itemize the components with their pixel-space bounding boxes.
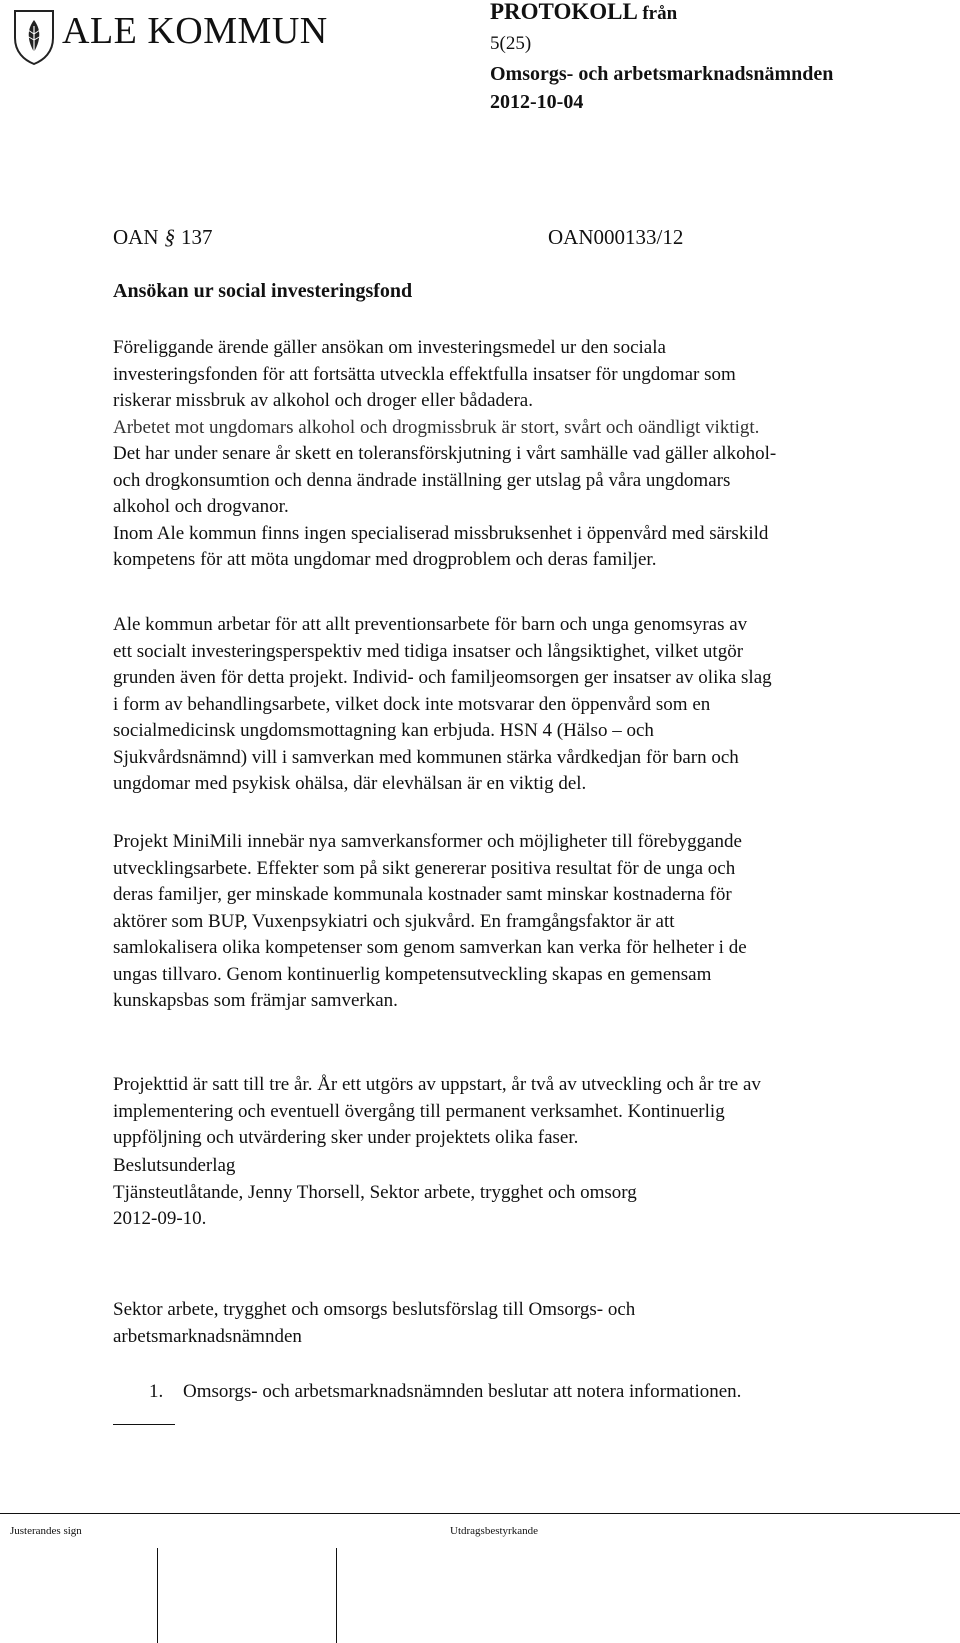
text-line: aktörer som BUP, Vuxenpsykiatri och sjukvård. En framgångsfaktor är att	[113, 910, 675, 932]
text-line: investeringsfonden för att fortsätta utveckla effektfulla insatser för ungdomar som	[113, 363, 736, 385]
municipality-crest-icon	[12, 8, 56, 66]
paragraph-timeline	[113, 1072, 923, 1152]
list-number: 1.	[149, 1381, 164, 1402]
case-prefix: OAN	[113, 225, 159, 249]
text-line: i form av behandlingsarbete, vilket dock inte motsvarar den öppenvård som en	[113, 693, 711, 715]
text-line: riskerar missbruk av alkohol och droger eller bådadera.	[113, 390, 533, 411]
text-line: grunden även för detta projekt. Individ- och familjeomsorgen ger insatser av olika slag	[113, 667, 772, 688]
proposal-list-item	[149, 1381, 929, 1403]
signature-box-divider	[336, 1548, 337, 1643]
text-line: samlokalisera olika kompetenser som genom samverkan kan verka för helheter i de	[113, 937, 747, 958]
paragraph-project	[113, 829, 923, 1015]
text-line: deras familjer, ger minskade kommunala kostnader samt minskar kostnaderna för	[113, 884, 732, 905]
case-number: 137	[181, 225, 213, 249]
section-end-rule	[113, 1424, 175, 1425]
text-line: Det har under senare år skett en toleransförskjutning i vårt samhälle vad gäller alkohol-	[113, 443, 777, 464]
text-line: ett socialt investeringsperspektiv med tidiga insatser och långsiktighet, vilket utgör	[113, 640, 744, 662]
text-line: 2012-09-10.	[113, 1208, 207, 1229]
case-section	[113, 225, 213, 250]
text-line: utvecklingsarbete. Effekter som på sikt genererar positiva resultat för de unga och	[113, 857, 736, 879]
text-line: Tjänsteutlåtande, Jenny Thorsell, Sektor arbete, trygghet och omsorg	[113, 1181, 637, 1203]
text-line: implementering och eventuell övergång till permanent verksamhet. Kontinuerlig	[113, 1100, 725, 1122]
section-sign: §	[164, 225, 175, 249]
meeting-date: 2012-10-04	[490, 91, 584, 113]
text-line: kompetens för att möta ungdomar med drogproblem och deras familjer.	[113, 549, 657, 570]
text-line: Arbetet mot ungdomars alkohol och drogmissbruk är stort, svårt och oändligt viktigt.	[113, 416, 760, 438]
case-heading: Ansökan ur social investeringsfond	[113, 280, 413, 302]
footer-divider	[0, 1513, 960, 1514]
text-line: ungdomar med psykisk ohälsa, där elevhälsan är en viktig del.	[113, 773, 587, 794]
text-line: Projekttid är satt till tre år. År ett utgörs av uppstart, år två av utveckling och år tre av	[113, 1074, 761, 1095]
text-line: alkohol och drogvanor.	[113, 496, 289, 517]
text-line: kunskapsbas som främjar samverkan.	[113, 990, 398, 1011]
text-line: Sektor arbete, trygghet och omsorgs beslutsförslag till Omsorgs- och	[113, 1299, 636, 1320]
text-line: uppföljning och utvärdering sker under projektets olika faser.	[113, 1127, 579, 1148]
text-line: Beslutsunderlag	[113, 1155, 236, 1176]
text-line: Föreliggande ärende gäller ansökan om investeringsmedel ur den sociala	[113, 337, 666, 358]
page-number: 5(25)	[490, 33, 532, 54]
signature-box-divider	[157, 1548, 158, 1643]
document-type-main: PROTOKOLL	[490, 0, 637, 24]
text-line: Inom Ale kommun finns ingen specialiserad missbruksenhet i öppenvård med särskild	[113, 522, 769, 544]
paragraph-background	[113, 335, 923, 574]
text-line: och drogkonsumtion och denna ändrade inställning ger utslag på våra ungdomars	[113, 469, 731, 491]
footer-sign-label: Justerandes sign	[10, 1525, 82, 1537]
document-type	[490, 0, 677, 23]
paragraph-proposal-intro	[113, 1297, 923, 1350]
text-line: Sjukvårdsnämnd) vill i samverkan med kommunen stärka vårdkedjan för barn och	[113, 746, 739, 768]
proposal-text: Omsorgs- och arbetsmarknadsnämnden beslutar att notera informationen.	[183, 1381, 742, 1402]
organization-name: ALE KOMMUN	[62, 10, 328, 52]
text-line: Projekt MiniMili innebär nya samverkansformer och möjligheter till förebyggande	[113, 831, 742, 852]
paragraph-decision-basis	[113, 1153, 923, 1233]
text-line: socialmedicinsk ungdomsmottagning kan erbjuda. HSN 4 (Hälso – och	[113, 720, 654, 741]
case-reference: OAN000133/12	[548, 225, 684, 249]
text-line: Ale kommun arbetar för att allt preventionsarbete för barn och unga genomsyras av	[113, 614, 748, 635]
paragraph-prevention	[113, 612, 923, 798]
board-name: Omsorgs- och arbetsmarknadsnämnden	[490, 63, 834, 85]
text-line: arbetsmarknadsnämnden	[113, 1325, 302, 1347]
footer-certified-label: Utdragsbestyrkande	[450, 1525, 538, 1537]
document-type-suffix: från	[642, 3, 678, 24]
text-line: ungas tillvaro. Genom kontinuerlig kompetensutveckling skapas en gemensam	[113, 963, 712, 985]
